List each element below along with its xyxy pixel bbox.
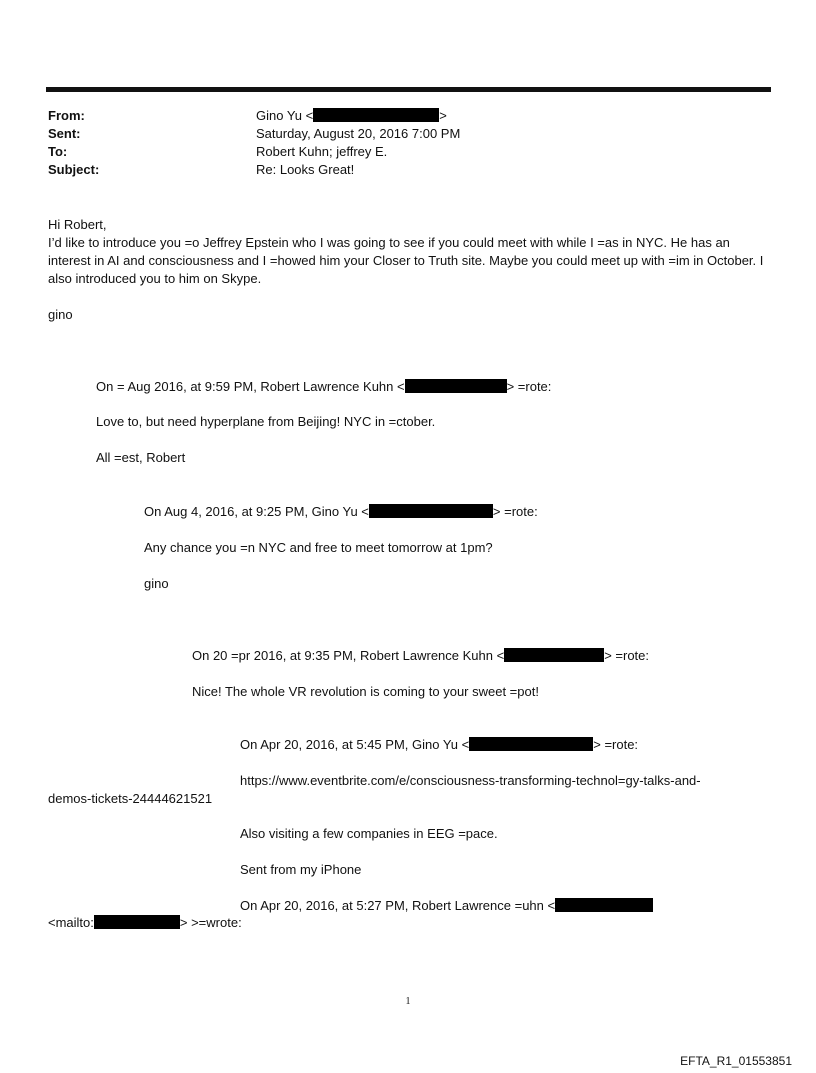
body-paragraph: I’d like to introduce you =o Jeffrey Epstein who I was going to see if you could meet with while I =as in NYC. He has an interest in AI and consciousness and I =howed him your Closer to Truth site. Maybe you could meet up with =im in October. I also introduced you to him on Skype. — [48, 235, 764, 286]
subject-label: Subject: — [48, 162, 100, 177]
redaction-block — [94, 915, 180, 929]
quote1-line: All =est, Robert — [96, 450, 186, 465]
quote4-header — [240, 736, 638, 754]
redaction-block — [555, 898, 653, 912]
quote4-url-continued[interactable]: demos-tickets-24444621521 — [48, 791, 213, 806]
quote5-header — [240, 897, 653, 915]
header-rule — [46, 87, 771, 92]
subject-value: Re: Looks Great! — [256, 162, 355, 177]
from-close: > — [439, 108, 447, 123]
mailto-prefix: <mailto: — [48, 915, 94, 930]
quote4-line: Sent from my iPhone — [240, 862, 362, 877]
sent-label: Sent: — [48, 126, 81, 141]
quote5-header-text: On Apr 20, 2016, at 5:27 PM, Robert Lawrence =uhn < — [240, 898, 556, 913]
redaction-block — [313, 108, 439, 122]
quote1-header — [96, 378, 551, 396]
to-label: To: — [48, 144, 68, 159]
redaction-block — [504, 648, 604, 662]
quote1-header-tail: > =rote: — [506, 379, 552, 394]
sent-value: Saturday, August 20, 2016 7:00 PM — [256, 126, 461, 141]
quote3-header — [192, 647, 649, 665]
to-value: Robert Kuhn; jeffrey E. — [256, 144, 388, 159]
greeting: Hi Robert, — [48, 217, 107, 232]
quote3-line: Nice! The whole VR revolution is coming to your sweet =pot! — [192, 684, 539, 699]
quote2-header-tail: > =rote: — [492, 504, 538, 519]
quote2-header-text: On Aug 4, 2016, at 9:25 PM, Gino Yu < — [144, 504, 369, 519]
quote4-line: Also visiting a few companies in EEG =pace. — [240, 826, 498, 841]
quote4-header-tail: > =rote: — [593, 737, 639, 752]
quote5-mailto — [48, 914, 242, 932]
page-number: 1 — [405, 996, 411, 1007]
redaction-block — [405, 379, 507, 393]
quote3-header-tail: > =rote: — [604, 648, 650, 663]
quote4-url[interactable]: https://www.eventbrite.com/e/consciousness-transforming-technol=gy-talks-and- — [240, 773, 701, 788]
quote1-line: Love to, but need hyperplane from Beijing! NYC in =ctober. — [96, 414, 436, 429]
redaction-block — [369, 504, 493, 518]
from-label: From: — [48, 108, 85, 123]
bates-number: EFTA_R1_01553851 — [680, 1054, 792, 1068]
redaction-block — [469, 737, 593, 751]
quote2-line: Any chance you =n NYC and free to meet tomorrow at 1pm? — [144, 540, 493, 555]
signoff: gino — [48, 307, 73, 322]
quote4-header-text: On Apr 20, 2016, at 5:45 PM, Gino Yu < — [240, 737, 470, 752]
quote2-header — [144, 503, 538, 521]
quote1-header-text: On = Aug 2016, at 9:59 PM, Robert Lawrence Kuhn < — [96, 379, 405, 394]
quote3-header-text: On 20 =pr 2016, at 9:35 PM, Robert Lawrence Kuhn < — [192, 648, 505, 663]
mailto-suffix: > >=wrote: — [179, 915, 242, 930]
from-name: Gino Yu < — [256, 108, 314, 123]
quote2-line: gino — [144, 576, 169, 591]
from-value — [256, 107, 447, 125]
